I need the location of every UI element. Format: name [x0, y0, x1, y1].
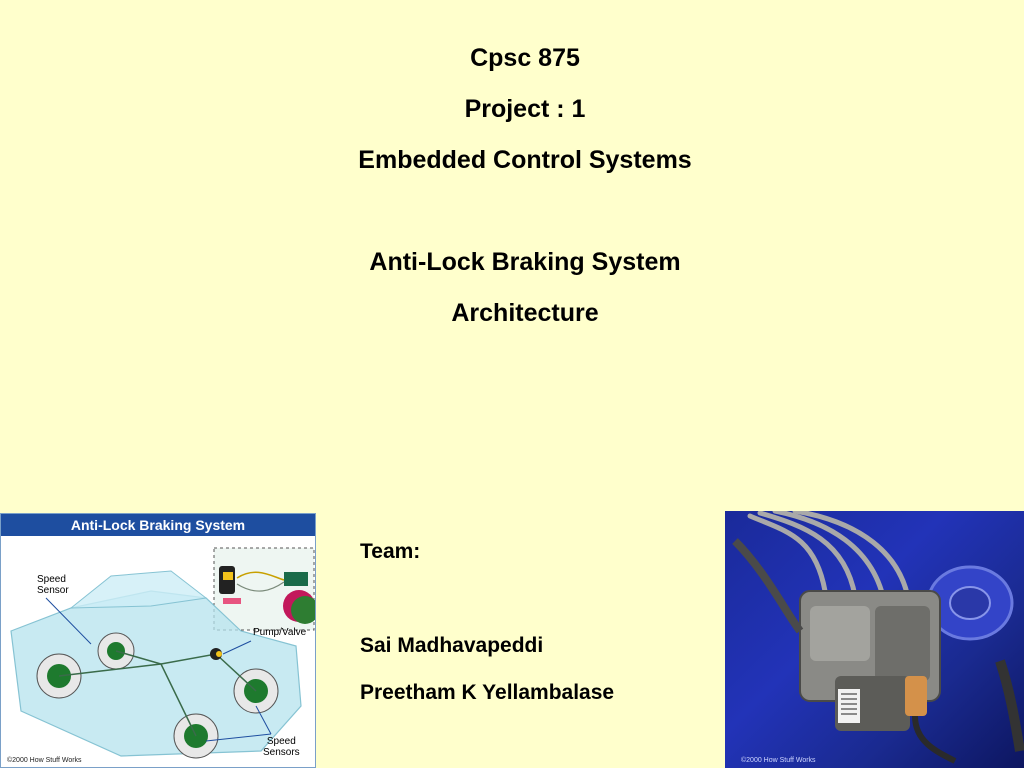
speed-sensors-label	[263, 736, 300, 758]
speed-sensor-label-line-1: Speed	[37, 574, 66, 585]
team-spacer	[360, 579, 614, 626]
speed-sensors-label-line-1: Speed	[266, 736, 296, 747]
team-block	[360, 532, 614, 720]
speed-sensor-label	[37, 574, 69, 596]
team-heading: Team:	[360, 540, 421, 563]
title-block	[0, 40, 1024, 346]
title-spacer	[0, 193, 1024, 244]
speed-sensors-label-line-2: Sensors	[263, 747, 300, 758]
subject-title: Embedded Control Systems	[358, 146, 692, 174]
project-title: Project : 1	[464, 95, 586, 123]
abs-module-illustration	[725, 511, 1024, 768]
pump-valve-label: Pump/Valve	[253, 627, 307, 638]
abs-car-illustration	[1, 536, 315, 767]
team-member-1: Sai Madhavapeddi	[360, 634, 544, 657]
abs-diagram-image	[0, 513, 316, 768]
diagram-credit: ©2000 How Stuff Works	[7, 757, 82, 764]
photo-credit: ©2000 How Stuff Works	[741, 757, 816, 764]
topic-title: Anti-Lock Braking System	[369, 248, 681, 276]
topic-subtitle: Architecture	[451, 299, 599, 327]
abs-module-photo	[725, 511, 1024, 768]
speed-sensor-label-line-2: Sensor	[37, 585, 69, 596]
course-title: Cpsc 875	[470, 44, 580, 72]
abs-diagram-header: Anti-Lock Braking System	[1, 514, 315, 536]
team-member-2: Preetham K Yellambalase	[360, 681, 615, 704]
